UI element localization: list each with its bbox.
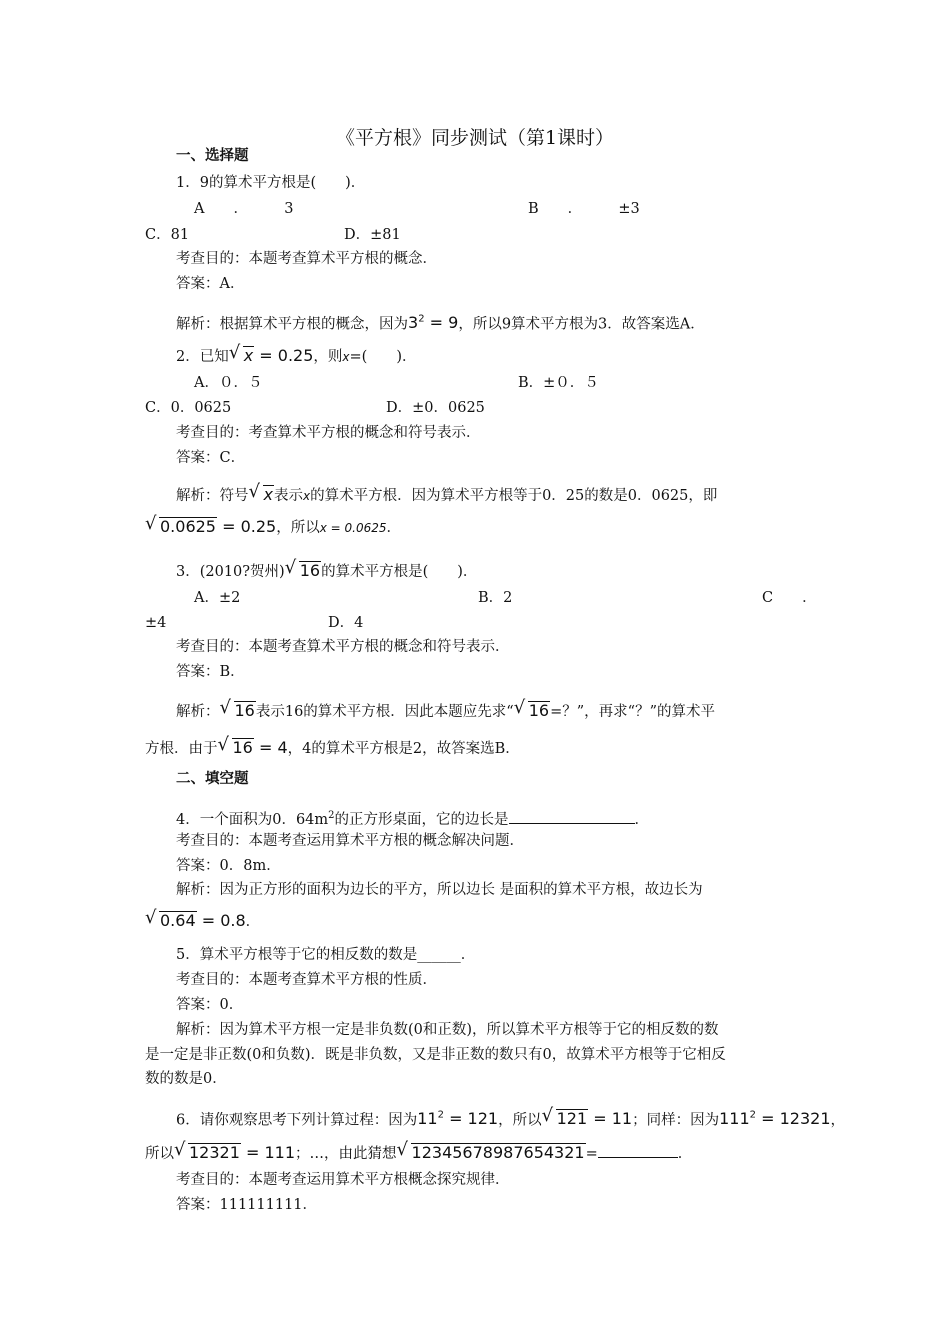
q3-purpose: 考查目的：本题考查算术平方根的概念和符号表示． xyxy=(176,639,510,655)
q2-answer: 答案：C． xyxy=(176,450,246,466)
q6-answer: 答案：111111111． xyxy=(176,1197,318,1213)
q1-answer: 答案：A． xyxy=(176,276,245,292)
section-heading-fill: 二、填空题 xyxy=(176,771,249,787)
q3-option-c-letter: C ． xyxy=(762,590,817,606)
q4-purpose: 考查目的：本题考查运用算术平方根的概念解决问题． xyxy=(176,833,524,849)
q2-purpose: 考查目的：考查算术平方根的概念和符号表示． xyxy=(176,425,481,441)
section-heading-choice: 一、选择题 xyxy=(176,148,249,164)
q3-option-c-value: ±4 xyxy=(145,615,167,631)
q6-answer-blank[interactable] xyxy=(598,1143,678,1158)
q2-option-a: A．０．５ xyxy=(194,375,263,391)
q1-purpose: 考查目的：本题考查算术平方根的概念． xyxy=(176,251,437,267)
q2-stem: 2．已知√ x = 0.25，则x=( )． xyxy=(176,346,417,367)
q1-stem: 1．9的算术平方根是( )． xyxy=(176,175,366,191)
q5-stem: 5．算术平方根等于它的相反数的数是______． xyxy=(176,947,476,963)
q5-analysis-line3: 数的数是0． xyxy=(145,1071,227,1087)
q4-analysis: 解析：因为正方形的面积为边长的平方，所以边长 是面积的算术平方根，故边长为 xyxy=(176,882,703,898)
q2-analysis-line2: √ 0.0625 = 0.25，所以x = 0.0625． xyxy=(145,517,401,538)
q3-answer: 答案：B． xyxy=(176,664,245,680)
page-title: 《平方根》同步测试（第1课时） xyxy=(335,127,615,149)
q4-answer: 答案：0．8m． xyxy=(176,858,281,874)
q1-option-b: B ． ±3 xyxy=(528,201,640,217)
q1-analysis: 解析：根据算术平方根的概念，因为$3^2 = 9$，所以9算术平方根为3．故答案选A． xyxy=(176,313,705,333)
q4-stem: 4．一个面积为0．$64m^2$的正方形桌面，它的边长是 ． xyxy=(176,810,650,828)
q6-stem-line1: 6．请你观察思考下列计算过程：因为$11^2 = 121$，所以√ 121 = 11；同样：因为$111^2 = 12321$， xyxy=(176,1106,845,1130)
q2-option-b: B．±０．５ xyxy=(518,375,599,391)
q1-option-c: C．81 xyxy=(145,227,190,243)
q4-answer-blank[interactable] xyxy=(509,809,635,824)
q5-analysis-line2: 是一定是非正数(0和负数)．既是非负数，又是非正数的数只有0，故算术平方根等于它相反 xyxy=(145,1047,726,1063)
q6-stem-line2: 所以√ 12321 = 111；…，由此猜想√ 12345678987654321= ． xyxy=(145,1143,692,1164)
q3-analysis-line2: 方根．由于√ 16 = 4，4的算术平方根是2，故答案选B． xyxy=(145,738,520,759)
q3-option-b: B．2 xyxy=(478,590,513,606)
q3-stem: 3．(2010?贺州)√ 16的算术平方根是( )． xyxy=(176,561,477,582)
math-sqrt-x: √ x = 0.25 xyxy=(229,346,314,365)
q1-option-a: A ． 3 xyxy=(194,201,294,217)
q2-analysis-line1: 解析：符号√ x表示x的算术平方根．因为算术平方根等于0．25的数是0．0625，即 xyxy=(176,485,717,506)
q6-purpose: 考查目的：本题考查运用算术平方根概念探究规律． xyxy=(176,1172,510,1188)
q4-analysis-formula: √ 0.64 = 0.8． xyxy=(145,911,260,932)
q2-option-d: D．±0．0625 xyxy=(386,400,485,416)
q5-purpose: 考查目的：本题考查算术平方根的性质． xyxy=(176,972,437,988)
q3-option-d: D．4 xyxy=(328,615,364,631)
q3-analysis-line1: 解析：√ 16表示16的算术平方根．因此本题应先求“√ 16=？”，再求“？”的算术平 xyxy=(176,701,715,722)
q5-analysis-line1: 解析：因为算术平方根一定是非负数(0和正数)，所以算术平方根等于它的相反数的数 xyxy=(176,1022,719,1038)
q5-answer: 答案：0． xyxy=(176,997,244,1013)
math-3-squared: $3^2 = 9$ xyxy=(408,313,459,333)
q2-option-c: C．0．0625 xyxy=(145,400,232,416)
q3-option-a: A．±2 xyxy=(194,590,241,606)
q1-option-d: D．±81 xyxy=(344,227,401,243)
